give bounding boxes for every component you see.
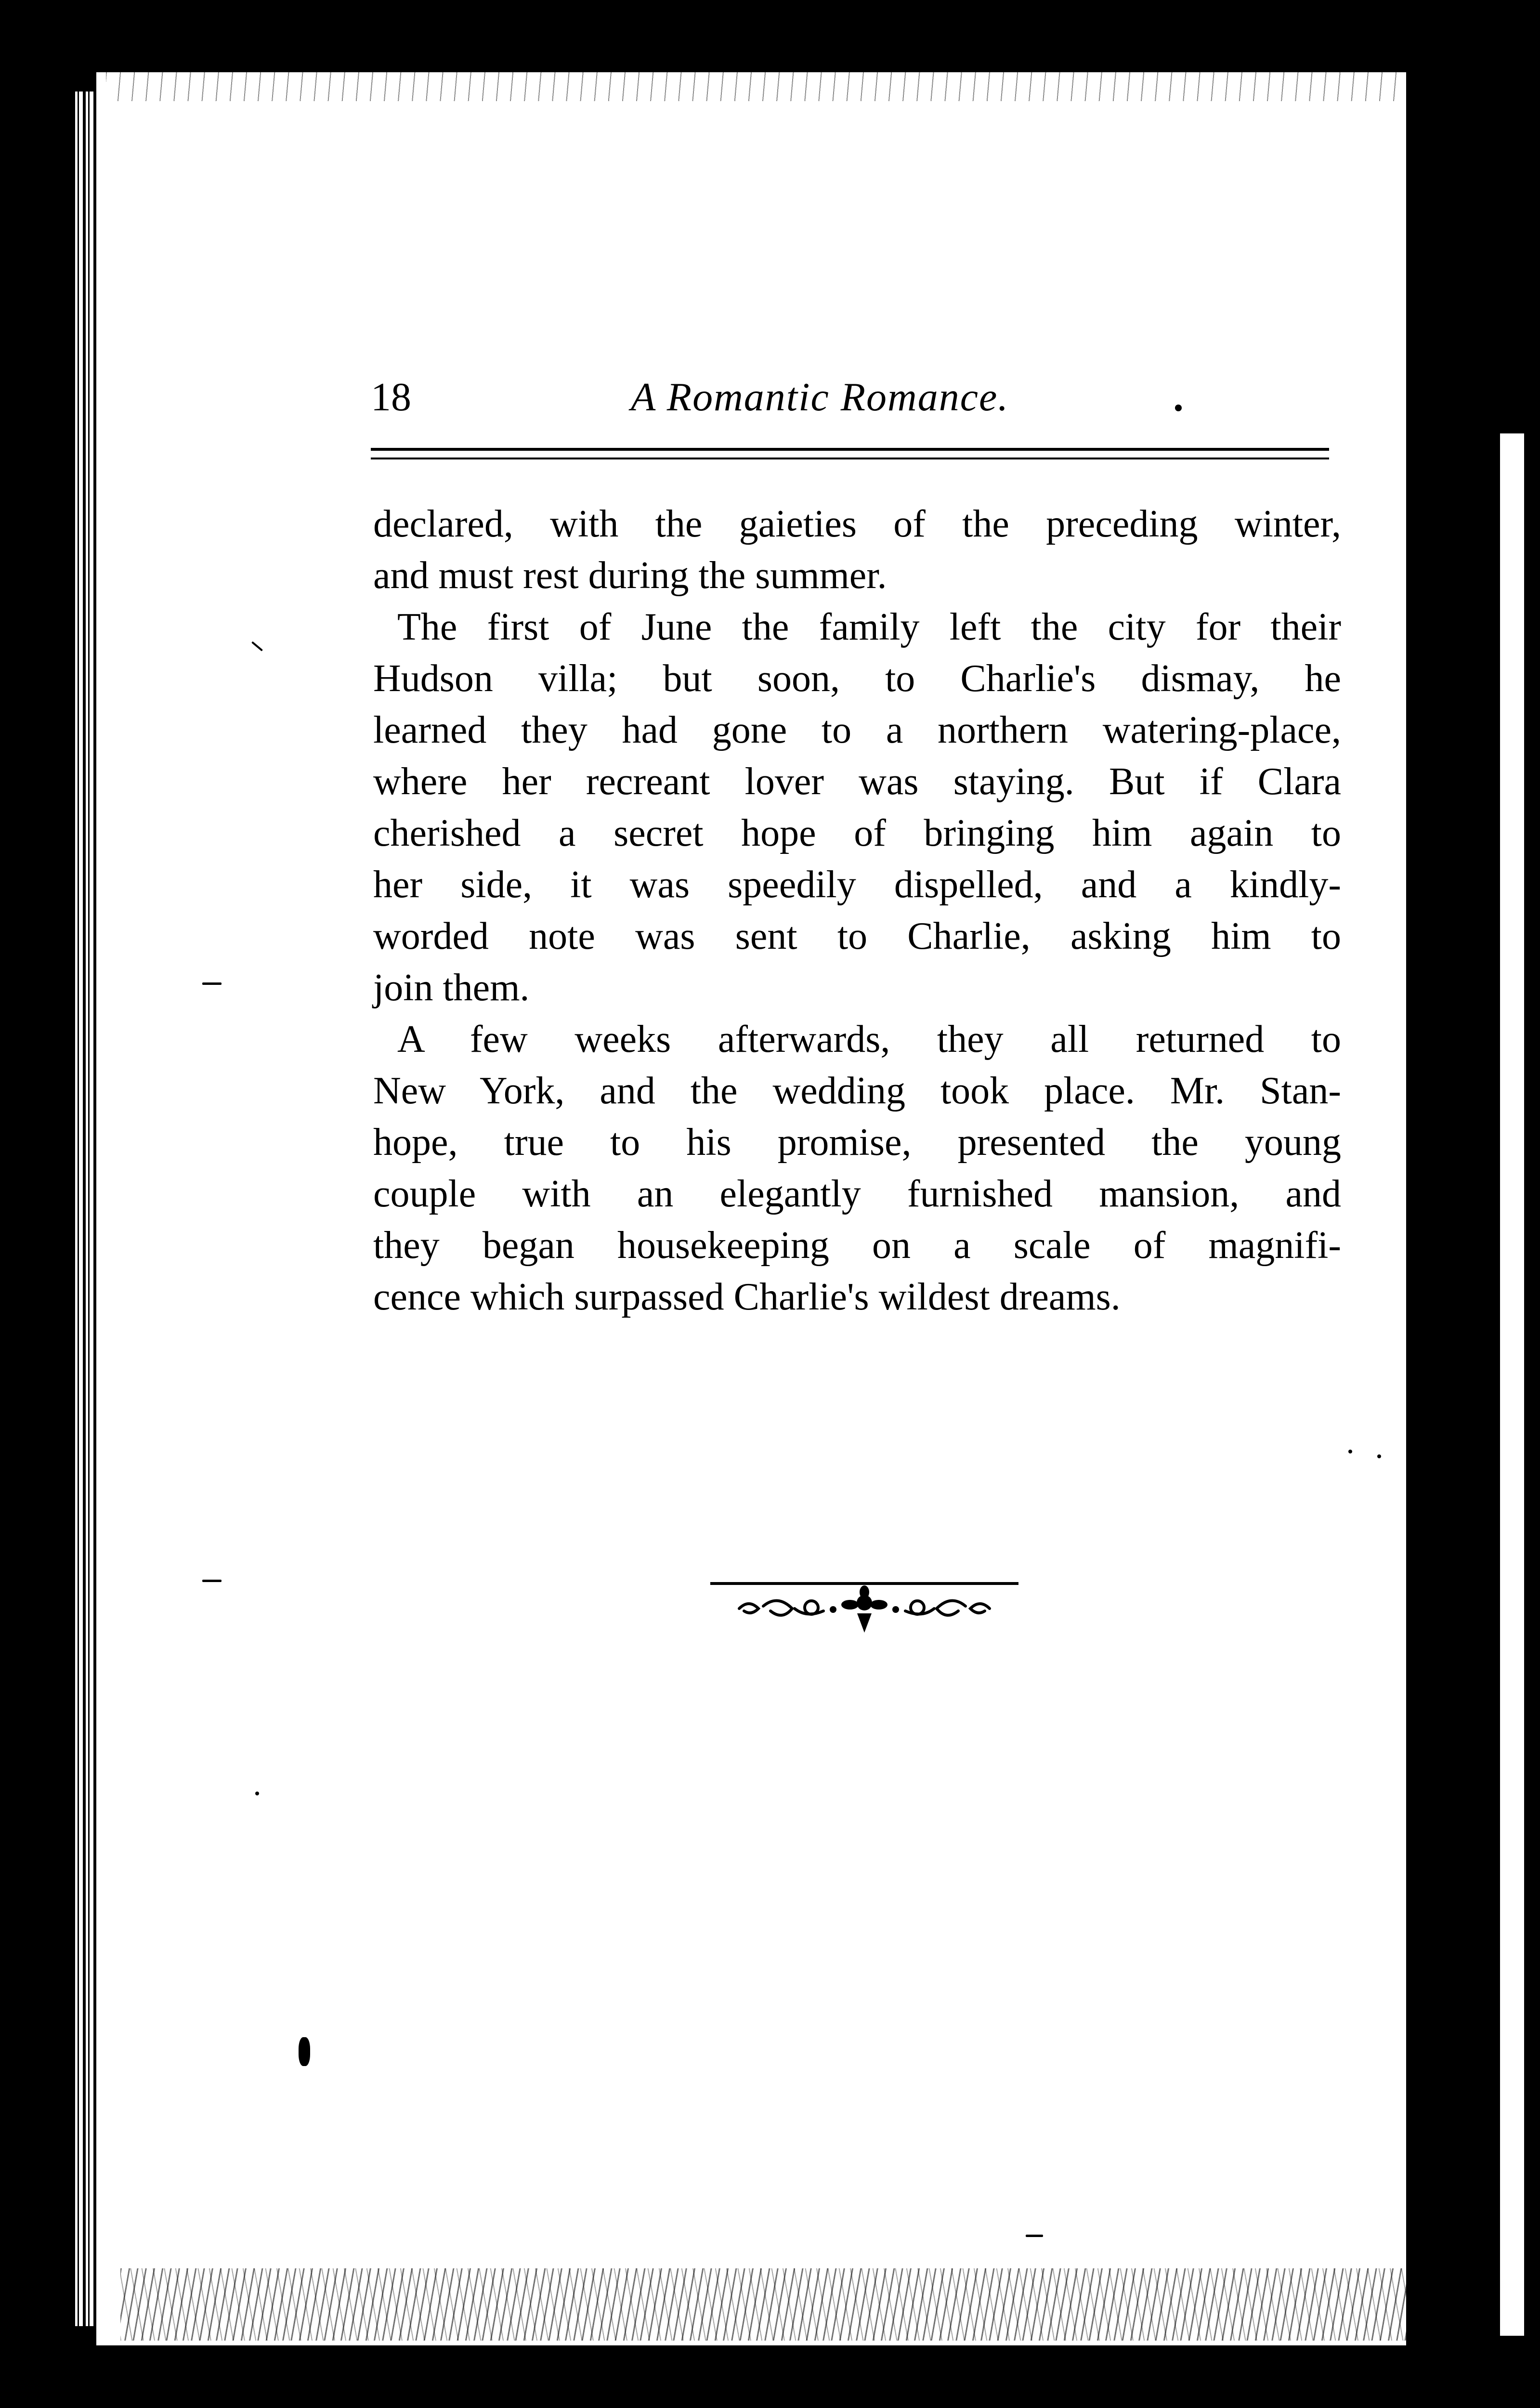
print-speck bbox=[202, 982, 222, 985]
page-edge-right-shadow bbox=[1406, 376, 1449, 2316]
text-line: hope, true to his promise, presented the young bbox=[373, 1121, 1341, 1164]
page-top-grain bbox=[106, 72, 1396, 101]
text-line: Hudson villa; but soon, to Charlie's dismay, he bbox=[373, 657, 1341, 700]
print-speck bbox=[255, 1792, 259, 1795]
print-speck bbox=[1026, 2235, 1043, 2237]
page-number: 18 bbox=[371, 375, 411, 419]
text-line: learned they had gone to a northern watering-place, bbox=[373, 709, 1341, 751]
text-line: New York, and the wedding took place. Mr. Stan- bbox=[373, 1070, 1341, 1112]
text-line: cence which surpassed Charlie's wildest dreams. bbox=[373, 1276, 1121, 1318]
print-speck bbox=[1348, 1450, 1352, 1453]
print-speck bbox=[202, 1580, 222, 1582]
text-line: where her recreant lover was staying. But if Clara bbox=[373, 760, 1341, 803]
print-speck bbox=[299, 2037, 310, 2066]
print-speck bbox=[1175, 405, 1182, 411]
page-header bbox=[371, 371, 1334, 424]
header-rule-thick bbox=[371, 448, 1329, 451]
text-line: The first of June the family left the city for their bbox=[397, 606, 1341, 648]
text-line: cherished a secret hope of bringing him again to bbox=[373, 812, 1341, 854]
text-line: A few weeks afterwards, they all returned to bbox=[397, 1018, 1341, 1060]
page-bottom-grain bbox=[120, 2268, 1421, 2341]
floral-tailpiece-icon bbox=[710, 1580, 1018, 1642]
page-edge-right-strip bbox=[1500, 433, 1524, 2336]
text-line: worded note was sent to Charlie, asking him to bbox=[373, 915, 1341, 957]
text-line: and must rest during the summer. bbox=[373, 554, 887, 597]
text-line: couple with an elegantly furnished mansion, and bbox=[373, 1173, 1341, 1215]
header-rule-thin bbox=[371, 458, 1329, 459]
body-text bbox=[373, 498, 1341, 1323]
print-speck bbox=[1377, 1454, 1381, 1458]
running-title: A Romantic Romance. bbox=[631, 375, 1009, 419]
text-line: declared, with the gaieties of the preceding winter, bbox=[373, 503, 1341, 545]
text-line: they began housekeeping on a scale of magnifi- bbox=[373, 1224, 1341, 1267]
text-line: her side, it was speedily dispelled, and a kindly- bbox=[373, 864, 1341, 906]
text-line: join them. bbox=[373, 967, 530, 1009]
